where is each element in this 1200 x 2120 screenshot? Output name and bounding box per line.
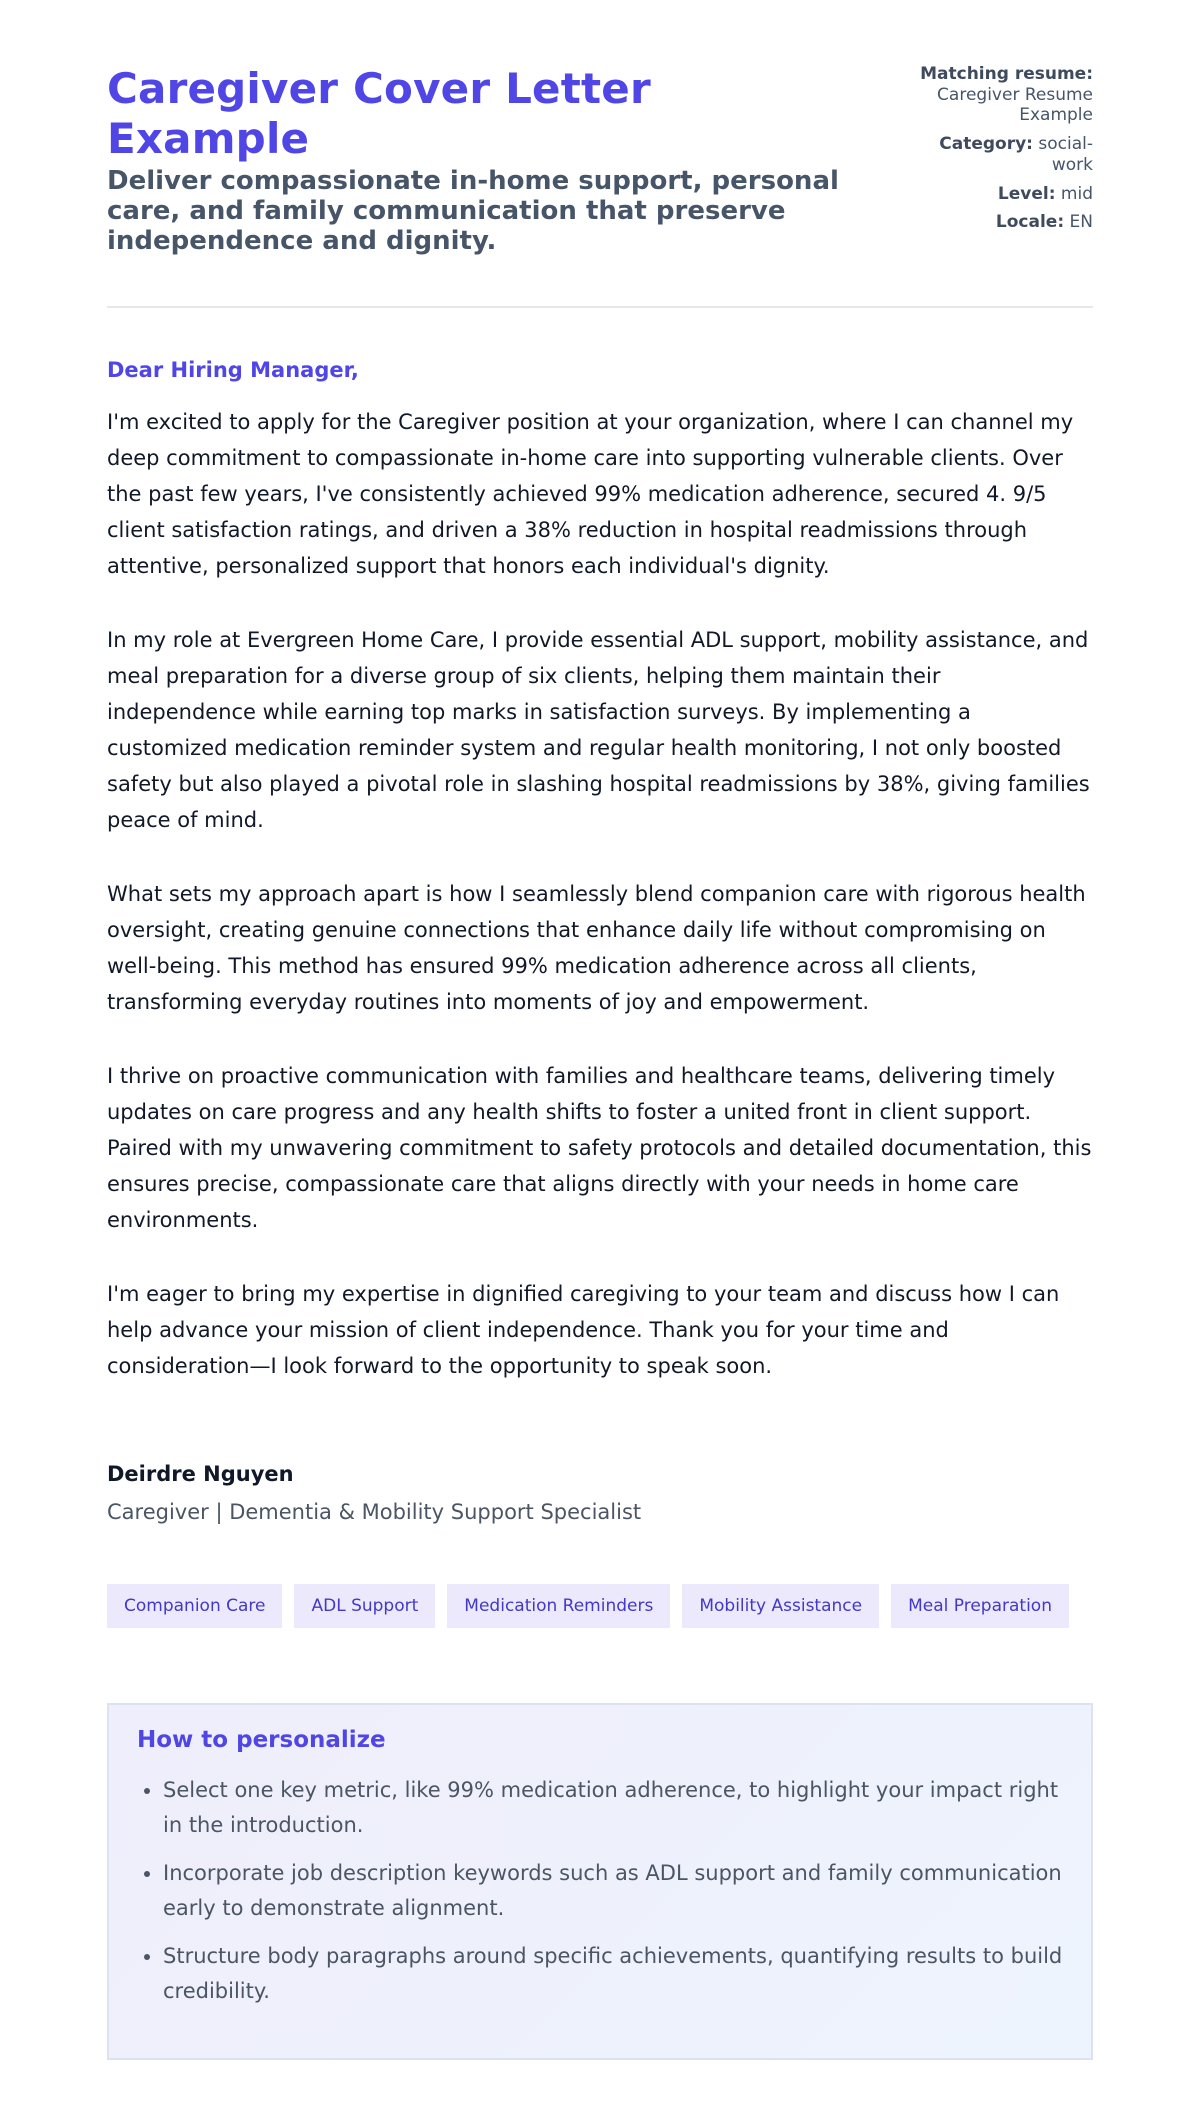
letter-greeting: Dear Hiring Manager, xyxy=(107,358,359,383)
skill-tag: Medication Reminders xyxy=(447,1584,670,1628)
meta-value: mid xyxy=(1060,183,1093,204)
personalize-tips-box xyxy=(107,1703,1093,2060)
skill-tag: Companion Care xyxy=(107,1584,282,1628)
letter-paragraph: I'm eager to bring my expertise in dignified caregiving to your team and discuss how I can help advance your mission of client independence. Thank you for your time and consideration—I look forward to the opportunity to speak soon. xyxy=(107,1282,1060,1379)
meta-category xyxy=(903,134,1093,175)
tips-title: How to personalize xyxy=(137,1727,386,1754)
letter-paragraph: I thrive on proactive communication with families and healthcare teams, delivering timely updates on care progress and any health shifts to foster a united front in client support. Paired with my unwavering commitment to safety protocols and detailed documentation, this ensures precise, compassionate care that aligns directly with your needs in home care environments. xyxy=(107,1064,1092,1233)
meta-value: EN xyxy=(1069,212,1093,233)
skill-tag: ADL Support xyxy=(294,1584,435,1628)
meta-label: Level: xyxy=(997,183,1056,204)
meta-value: social-work xyxy=(1038,134,1093,175)
meta-value: Caregiver Resume Example xyxy=(937,84,1093,126)
skill-tags xyxy=(107,1584,1093,1628)
letter-paragraph: In my role at Evergreen Home Care, I provide essential ADL support, mobility assistance, and meal preparation for a diverse group of six clients, helping them maintain their independence while earning top marks in satisfaction surveys. By implementing a customized medication reminder system and regular health monitoring, I not only boosted safety but also played a pivotal role in slashing hospital readmissions by 38%, giving families peace of mind. xyxy=(107,628,1090,833)
page-header xyxy=(107,64,1093,308)
meta-matching-resume xyxy=(903,64,1093,126)
meta-level xyxy=(903,184,1093,205)
signature-title: Caregiver | Dementia & Mobility Support Specialist xyxy=(107,1500,642,1525)
letter-paragraph: What sets my approach apart is how I seamlessly blend companion care with rigorous health oversight, creating genuine connections that enhance daily life without compromising on well-being. This method has ensured 99% medication adherence across all clients, transforming everyday routines into moments of joy and empowerment. xyxy=(107,882,1086,1015)
letter-paragraph: I'm excited to apply for the Caregiver position at your organization, where I can channel my deep commitment to compassionate in-home care into supporting vulnerable clients. Over the past few years, I've consistently achieved 99% medication adherence, secured 4. 9/5 client satisfaction ratings, and driven a 38% reduction in hospital readmissions through attentive, personalized support that honors each individual's dignity. xyxy=(107,410,1074,579)
meta-label: Locale: xyxy=(995,212,1065,233)
tip-item: • Incorporate job description keywords such as ADL support and family communication early to demonstrate alignment. xyxy=(163,1856,1063,1926)
signature-name: Deirdre Nguyen xyxy=(107,1462,294,1487)
skill-tag: Meal Preparation xyxy=(891,1584,1069,1628)
tip-item: • Structure body paragraphs around specific achievements, quantifying results to build credibility. xyxy=(163,1939,1063,2009)
meta-label: Matching resume: xyxy=(920,64,1093,84)
tip-item: • Select one key metric, like 99% medication adherence, to highlight your impact right in the introduction. xyxy=(163,1773,1063,1843)
page-subtitle: Deliver compassionate in-home support, personal care, and family communication that preserve independence and dignity. xyxy=(107,165,839,256)
signature-block xyxy=(107,1462,1093,1524)
skill-tag: Mobility Assistance xyxy=(682,1584,879,1628)
tips-list xyxy=(137,1773,1063,2009)
meta-locale xyxy=(903,212,1093,233)
meta-label: Category: xyxy=(939,134,1033,155)
header-titles xyxy=(107,64,867,256)
meta-panel xyxy=(903,64,1093,241)
page-title: Caregiver Cover Letter Example xyxy=(107,64,651,164)
